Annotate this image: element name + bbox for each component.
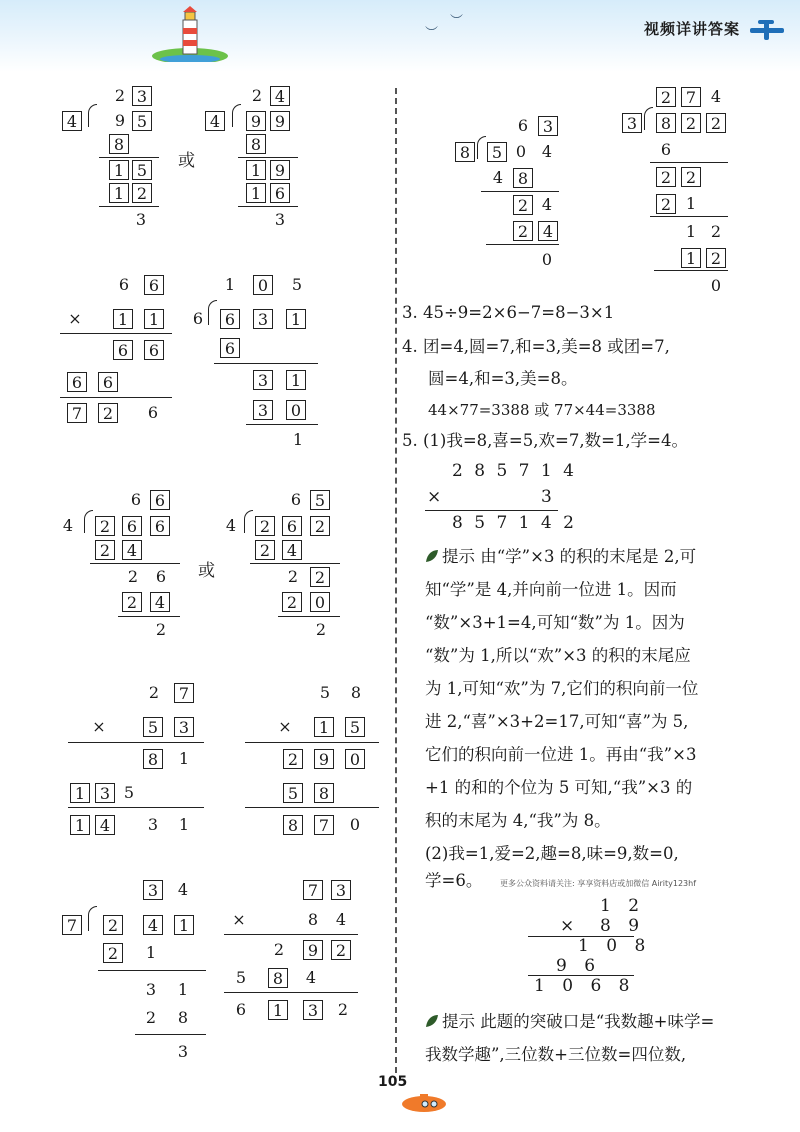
page-number: 105	[378, 1074, 408, 1090]
digit: 8	[177, 1008, 189, 1027]
digit: 1	[685, 222, 697, 241]
digit: 1	[178, 749, 190, 768]
answer-box: 1	[113, 309, 133, 329]
answer-3: 3. 45÷9=2×6−7=8−3×1	[402, 303, 615, 322]
rule	[214, 363, 318, 364]
answer-box: 3	[253, 309, 273, 329]
answer-box: 8	[314, 783, 334, 803]
digit: 6	[130, 490, 142, 509]
answer-5-2-line1: (2)我=1,爱=2,趣=8,味=9,数=0,	[425, 844, 679, 863]
answer-box: 4	[95, 815, 115, 835]
answer-box: 9	[270, 111, 290, 131]
rule	[98, 970, 206, 971]
digit: 4	[335, 910, 347, 929]
digit: 4	[541, 195, 553, 214]
answer-box: 2	[103, 943, 123, 963]
digit: 8	[350, 683, 362, 702]
answer-box: 7	[62, 915, 82, 935]
rule	[650, 162, 728, 163]
answer-box: 7	[174, 683, 194, 703]
answer-box: 5	[283, 783, 303, 803]
answer-box: 1	[681, 248, 701, 268]
answer-box: 2	[331, 940, 351, 960]
digit: 2	[114, 86, 126, 105]
answer-box: 3	[622, 113, 642, 133]
division-bracket	[88, 906, 97, 931]
answer-box: 1	[286, 309, 306, 329]
digit: 4	[541, 142, 553, 161]
digit: 9	[114, 111, 126, 130]
rule	[481, 191, 559, 192]
rule	[224, 934, 358, 935]
answer-box: 3	[303, 1000, 323, 1020]
answer-box: 7	[67, 403, 87, 423]
answer-box: 4	[62, 111, 82, 131]
answer-box: 1	[174, 915, 194, 935]
or-label: 或	[178, 151, 195, 171]
leaf-icon	[425, 1014, 439, 1028]
remainder: 0	[541, 250, 553, 269]
rule	[60, 397, 172, 398]
answer-box: 1	[246, 160, 266, 180]
rule	[238, 157, 298, 158]
answer-box: 2	[103, 915, 123, 935]
answer-4-line2: 圆=4,和=3,美=8。	[428, 369, 578, 388]
answer-box: 1	[109, 160, 129, 180]
answer-box: 1	[70, 815, 90, 835]
rule	[99, 157, 159, 158]
answer-box: 9	[246, 111, 266, 131]
answer-box: 6	[144, 275, 164, 295]
answer-box: 3	[132, 86, 152, 106]
answer-box: 9	[314, 749, 334, 769]
multiplicand: 1 2	[600, 896, 646, 916]
division-bracket	[232, 104, 241, 127]
answer-box: 5	[132, 160, 152, 180]
answer-box: 8	[109, 134, 129, 154]
digit: 6	[147, 403, 159, 422]
answer-logo-icon	[748, 14, 786, 44]
answer-box: 8	[246, 134, 266, 154]
remainder: 2	[315, 620, 327, 639]
digit: 6	[235, 1000, 247, 1019]
rule	[135, 1034, 206, 1035]
answer-box: 1	[109, 183, 129, 203]
rule	[425, 510, 558, 511]
times-sign: ×	[232, 910, 246, 929]
column-divider	[395, 88, 397, 1073]
digit: 6	[517, 116, 529, 135]
rule	[99, 206, 159, 207]
times-sign: ×	[560, 916, 575, 936]
answer-box: 3	[95, 783, 115, 803]
answer-box: 2	[681, 113, 701, 133]
answer-box: 4	[143, 915, 163, 935]
answer-box: 6	[150, 490, 170, 510]
partial-product: 9 6	[556, 956, 602, 976]
answer-box: 6	[98, 372, 118, 392]
rule	[650, 216, 728, 217]
answer-box: 4	[205, 111, 225, 131]
answer-box: 8	[268, 968, 288, 988]
digit: 1	[224, 275, 236, 294]
digit: 1	[178, 815, 190, 834]
digit: 2	[145, 1008, 157, 1027]
answer-box: 0	[286, 400, 306, 420]
answer-box: 1	[144, 309, 164, 329]
answer-4-line3: 44×77=3388 或 77×44=3388	[428, 401, 656, 419]
or-label: 或	[198, 561, 215, 581]
answer-box: 5	[132, 111, 152, 131]
division-bracket	[244, 510, 253, 533]
digit: 4	[62, 516, 74, 535]
answer-box: 6	[282, 516, 302, 536]
answer-box: 0	[253, 275, 273, 295]
footnote-note: 更多公众资料请关注: 享享资料店或加微信 Airity123hf	[500, 879, 697, 888]
answer-box: 2	[255, 516, 275, 536]
division-bracket	[88, 104, 97, 127]
multiplicand: 2 8 5 7 1 4	[452, 461, 577, 481]
rule	[245, 742, 379, 743]
hint-line: 知“学”是 4,并向前一位进 1。因而	[425, 580, 677, 599]
answer-box: 4	[270, 86, 290, 106]
answer-box: 2	[513, 221, 533, 241]
answer-box: 0	[345, 749, 365, 769]
answer-box: 9	[303, 940, 323, 960]
hint-line	[425, 1005, 714, 1038]
submarine-icon	[398, 1090, 448, 1114]
answer-box: 6	[220, 338, 240, 358]
digit: 6	[192, 309, 204, 328]
times-sign: ×	[278, 717, 292, 736]
digit: 2	[127, 567, 139, 586]
answer-4-line1: 4. 团=4,圆=7,和=3,美=8 或团=7,	[402, 337, 670, 356]
digit: 3	[145, 980, 157, 999]
answer-box: 2	[310, 516, 330, 536]
division-bracket	[477, 136, 486, 159]
remainder: 3	[135, 210, 147, 229]
answer-box: 5	[487, 142, 507, 162]
answer-box: 5	[143, 717, 163, 737]
answer-box: 3	[331, 880, 351, 900]
answer-box: 2	[513, 195, 533, 215]
hint-line: 为 1,可知“欢”为 7,它们的积向前一位	[425, 679, 699, 698]
hint-line: “数”×3+1=4,可知“数”为 1。因为	[425, 613, 685, 632]
hint-text: 提示 由“学”×3 的积的末尾是 2,可	[442, 547, 697, 566]
hint-line: 我数学趣”,三位数+三位数=四位数,	[425, 1045, 687, 1064]
digit: 8	[307, 910, 319, 929]
digit: 4	[710, 87, 722, 106]
header-title: 视频详讲答案	[643, 20, 740, 38]
digit: 4	[225, 516, 237, 535]
rule	[245, 807, 379, 808]
rule	[278, 616, 340, 617]
hint-line: 进 2,“喜”×3+2=17,可知“喜”为 5,	[425, 712, 689, 731]
rule	[68, 807, 204, 808]
division-bracket	[84, 510, 93, 533]
digit: 4	[305, 968, 317, 987]
hint-text: 提示 此题的突破口是“我数趣+味学=	[442, 1012, 715, 1031]
digit: 5	[123, 783, 135, 802]
digit: 1	[145, 943, 157, 962]
answer-5-2-line2: 学=6。	[425, 871, 483, 890]
partial-product: 1 0 8	[578, 936, 652, 956]
rule	[224, 992, 358, 993]
answer-box: 2	[95, 540, 115, 560]
rule	[60, 333, 172, 334]
answer-box: 7	[303, 880, 323, 900]
answer-box: 4	[282, 540, 302, 560]
digit: 5	[235, 968, 247, 987]
digit: 2	[273, 940, 285, 959]
answer-box: 2	[282, 592, 302, 612]
digit: 6	[290, 490, 302, 509]
answer-box: 1	[268, 1000, 288, 1020]
leaf-icon	[425, 549, 439, 563]
answer-box: 2	[95, 516, 115, 536]
multiplier: 8 9	[600, 916, 646, 936]
digit: 2	[287, 567, 299, 586]
hint-line: +1 的和的个位为 5 可知,“我”×3 的	[425, 778, 693, 797]
remainder: 2	[155, 620, 167, 639]
digit: 0	[515, 142, 527, 161]
digit: 5	[291, 275, 303, 294]
answer-box: 6	[270, 183, 290, 203]
bird-icon: ︶	[425, 26, 439, 41]
answer-box: 8	[143, 749, 163, 769]
digit: 2	[251, 86, 263, 105]
answer-box: 7	[314, 815, 334, 835]
answer-box: 4	[150, 592, 170, 612]
answer-box: 6	[150, 516, 170, 536]
product: 1 0 6 8	[534, 976, 636, 996]
answer-box: 3	[174, 717, 194, 737]
answer-box: 5	[345, 717, 365, 737]
digit: 4	[177, 880, 189, 899]
answer-box: 2	[255, 540, 275, 560]
answer-box: 3	[253, 400, 273, 420]
hint-line: 它们的积向前一位进 1。再由“我”×3	[425, 745, 697, 764]
digit: 4	[492, 168, 504, 187]
times-sign: ×	[92, 717, 106, 736]
hint-line	[425, 540, 696, 573]
remainder: 0	[710, 276, 722, 295]
answer-box: 2	[98, 403, 118, 423]
rule	[654, 270, 728, 271]
answer-box: 3	[538, 116, 558, 136]
answer-box: 2	[122, 592, 142, 612]
digit: 6	[118, 275, 130, 294]
answer-box: 1	[246, 183, 266, 203]
digit: 2	[148, 683, 160, 702]
division-bracket	[208, 300, 217, 325]
digit: 1	[685, 194, 697, 213]
answer-box: 0	[310, 592, 330, 612]
answer-box: 6	[113, 340, 133, 360]
answer-box: 8	[656, 113, 676, 133]
remainder: 3	[274, 210, 286, 229]
answer-box: 4	[122, 540, 142, 560]
answer-box: 2	[681, 167, 701, 187]
remainder: 1	[292, 430, 304, 449]
times-sign: ×	[427, 487, 442, 507]
digit: 1	[177, 980, 189, 999]
answer-box: 9	[270, 160, 290, 180]
answer-box: 1	[70, 783, 90, 803]
rule	[90, 563, 180, 564]
answer-box: 8	[283, 815, 303, 835]
hint-line: “数”为 1,所以“欢”×3 的积的末尾应	[425, 646, 691, 665]
rule	[118, 616, 180, 617]
digit: 5	[319, 683, 331, 702]
answer-box: 8	[513, 168, 533, 188]
times-sign: ×	[68, 309, 82, 328]
rule	[486, 244, 559, 245]
answer-box: 7	[681, 87, 701, 107]
answer-box: 2	[706, 113, 726, 133]
answer-box: 6	[122, 516, 142, 536]
answer-box: 2	[283, 749, 303, 769]
answer-box: 3	[143, 880, 163, 900]
rule	[246, 424, 318, 425]
digit: 6	[660, 140, 672, 159]
answer-box: 2	[656, 167, 676, 187]
lighthouse-icon	[150, 6, 230, 62]
hint-line: 积的末尾为 4,“我”为 8。	[425, 811, 611, 830]
answer-5-line1: 5. (1)我=8,喜=5,欢=7,数=1,学=4。	[402, 431, 688, 450]
answer-box: 6	[67, 372, 87, 392]
remainder: 3	[177, 1042, 189, 1061]
digit: 6	[155, 567, 167, 586]
answer-box: 5	[310, 490, 330, 510]
answer-box: 1	[286, 370, 306, 390]
multiplier: 3	[541, 487, 552, 507]
answer-box: 3	[253, 370, 273, 390]
rule	[68, 742, 204, 743]
rule	[238, 206, 298, 207]
answer-box: 6	[144, 340, 164, 360]
digit: 2	[337, 1000, 349, 1019]
answer-box: 2	[706, 248, 726, 268]
division-bracket	[644, 107, 653, 130]
bird-icon: ︶	[450, 14, 464, 29]
answer-box: 1	[314, 717, 334, 737]
answer-box: 2	[656, 87, 676, 107]
answer-box: 2	[656, 194, 676, 214]
answer-box: 2	[310, 567, 330, 587]
answer-box: 4	[538, 221, 558, 241]
product: 8 5 7 1 4 2	[452, 513, 577, 533]
answer-box: 8	[455, 142, 475, 162]
answer-box: 6	[220, 309, 240, 329]
digit: 3	[147, 815, 159, 834]
digit: 0	[349, 815, 361, 834]
rule	[250, 563, 340, 564]
digit: 2	[710, 222, 722, 241]
answer-box: 2	[132, 183, 152, 203]
